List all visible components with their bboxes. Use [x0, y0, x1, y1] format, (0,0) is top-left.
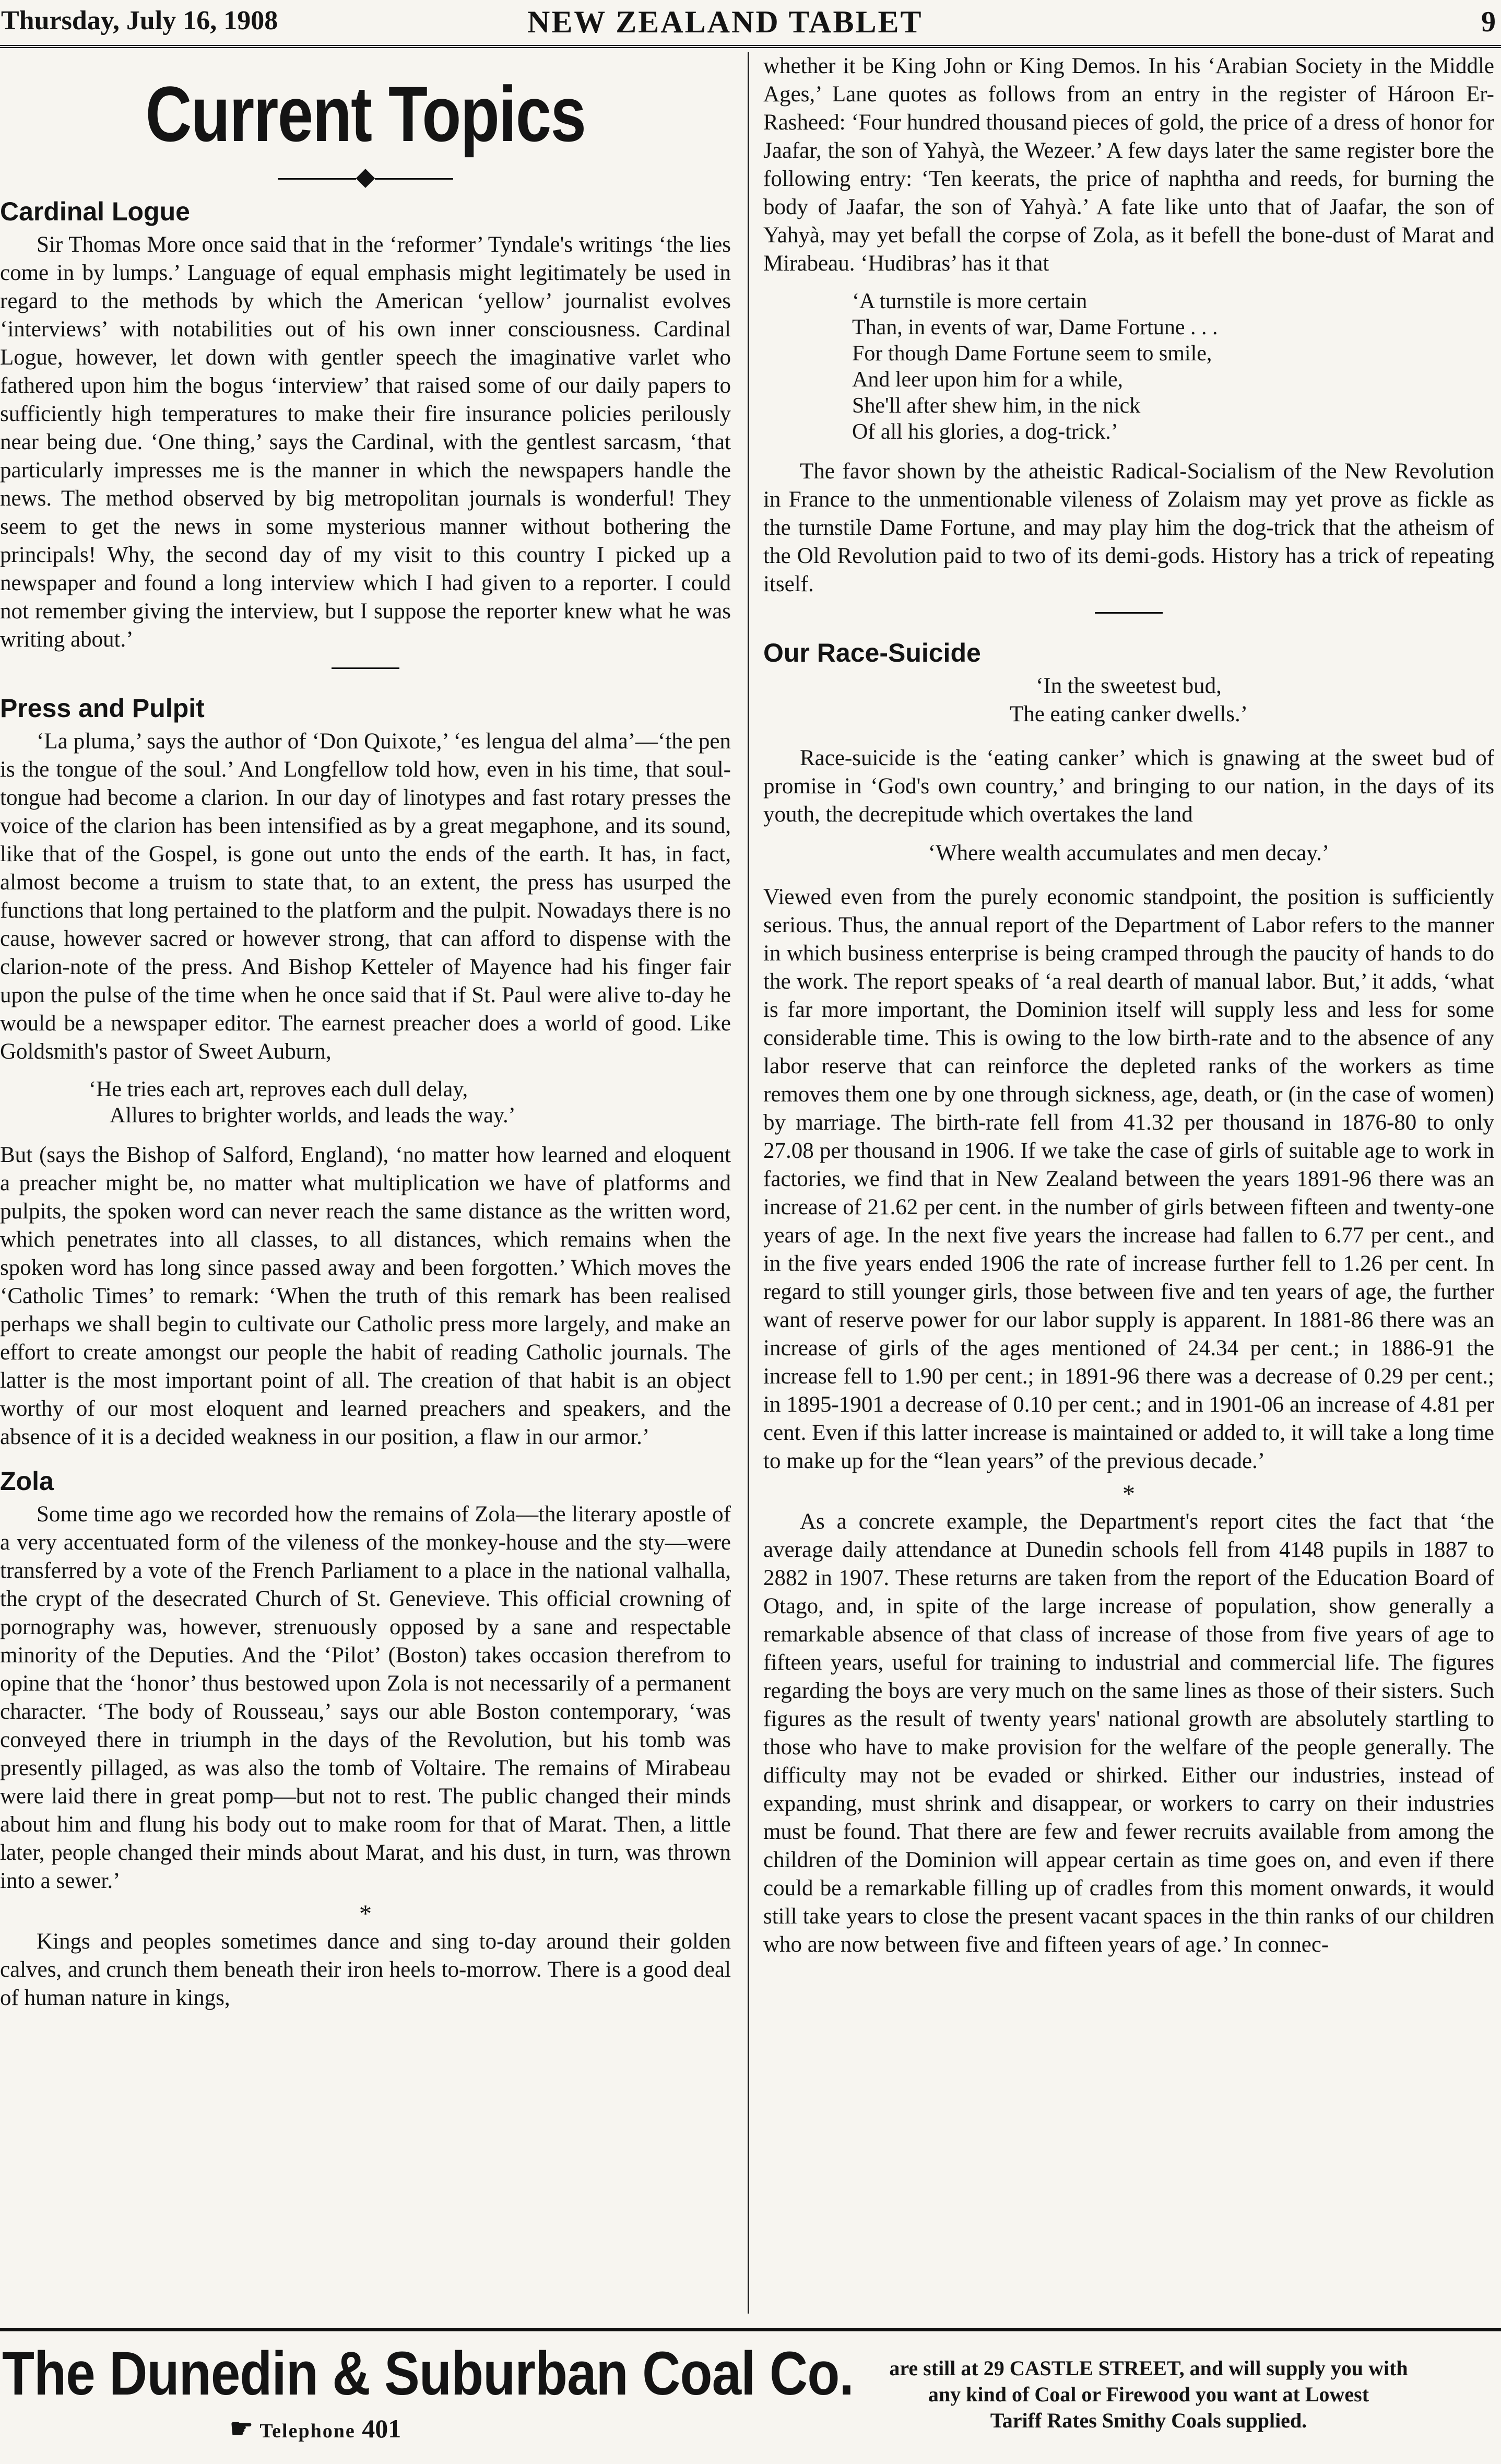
- left-column: [0, 52, 731, 2314]
- article-paragraph: As a concrete example, the Department's report cites the fact that ‘the average daily attendance at Dunedin schools fell from 4148 pupils in 1887 to 2882 in 1907. These returns are taken from the report of the Education Board of Otago, and, in spite of the large increase of population, show generally a remarkable absence of that class of increase of those from five years of age to fifteen years, useful for training to industrial and commercial life. The figures regarding the boys are very much on the same lines as those of their sisters. Such figures as the result of twenty years' national growth are absolutely startling to those who have to make provision for the welfare of the people generally. The difficulty may not be evaded or shirked. Either our industries, instead of expanding, must shrink and disappear, or workers to carry on their industries must be found. That there are few and fewer recruits available from among the children of the Dominion will appear certain as time goes on, and even if there could be a remarkable filling up of cradles from this moment onwards, it would still take years to close the present vacant spaces in the thin ranks of our children who are now between five and fifteen years of age.’ In connec-: [763, 1509, 1494, 1957]
- article-paragraph: Some time ago we recorded how the remains of Zola—the literary apostle of a very accentuated form of the vileness of the monkey-house and the sty—were transferred by a vote of the French Parliament to a place in the national valhalla, the crypt of the desecrated Church of St. Genevieve. This official crowning of pornography was, however, strenuously opposed by a sane and respectable minority of the Deputies. And the ‘Pilot’ (Boston) takes occasion therefrom to opine that the ‘honor’ thus bestowed upon Zola is not necessarily of a permanent character. ‘The body of Rousseau,’ says our able Boston contemporary, ‘was conveyed there in triumph in the days of the Revolution, but his tomb was presently pillaged, as was also the tomb of Voltaire. The remains of Mirabeau were laid there in great pomp—but not to rest. The public changed their minds about him and flung his body out to make room for that of Marat. Then, a little later, people changed their minds about Marat, and his dust, in turn, was thrown into a sewer.’: [0, 1502, 731, 1893]
- advert-line: Tariff Rates Smithy Coals supplied.: [990, 2409, 1307, 2432]
- section-separator: [1095, 612, 1163, 614]
- star-separator: *: [359, 1900, 372, 1928]
- article-paragraph: whether it be King John or King Demos. In his ‘Arabian Society in the Middle Ages,’ Lane quotes as follows from an entry in the register of Hároon Er-Rasheed: ‘Four hundred thousand pieces of gold, the price of a dress of honor for Jaafar, the son of Yahyà, the Wezeer.’ A few days later the same register bore the following entry: ‘Ten keerats, the price of naphtha and reeds, for burning the body of Jaafar, the son of Yahyà.’ A fate like unto that of Jaafar, the son of Yahyà, may yet befall the corpse of Zola, as it befell the bone-dust of Marat and Mirabeau. ‘Hudibras’ has it that: [763, 54, 1494, 276]
- masthead-rule: [0, 45, 1501, 48]
- article-paragraph: ‘La pluma,’ says the author of ‘Don Quixote,’ ‘es lengua del alma’—‘the pen is the tongue of the soul.’ And Longfellow told how, even in his time, that soul-tongue had become a clarion. In our day of linotypes and fast rotary presses the voice of the clarion has been intensified as by a great megaphone, and its sound, like that of the Gospel, is gone out unto the ends of the earth. It has, in fact, almost become a truism to state that, to an extent, the press has usurped the functions that long pertained to the platform and the pulpit. Nowadays there is no cause, however sacred or however strong, that can afford to dispense with the clarion-note of the press. And Bishop Ketteler of Mayence had his finger fair upon the pulse of the time when he once said that if St. Paul were alive to-day he would be a newspaper editor. The earnest preacher does a world of good. Like Goldsmith's pastor of Sweet Auburn,: [0, 729, 731, 1064]
- advert-text: [804, 2355, 1493, 2434]
- article-heading: Cardinal Logue: [0, 197, 190, 226]
- epigraph: [763, 672, 1494, 729]
- masthead: [0, 4, 1501, 41]
- page-title: Current Topics: [145, 70, 586, 158]
- verse-line: ‘He tries each art, reproves each dull delay,: [89, 1077, 468, 1101]
- newspaper-title: NEW ZEALAND TABLET: [527, 5, 923, 39]
- article-paragraph: Viewed even from the purely economic standpoint, the position is sufficiently serious. Thus, the annual report of the Department of Labor refers to the manner in which business enterprise is being cramped through the paucity of hands to do the work. The report speaks of ‘a real dearth of manual labor. But,’ it adds, ‘what is far more important, the Dominion itself will supply less and less for some considerable time. This is owing to the low birth-rate and to the absence of any labor reserve that can reinforce the depleted ranks of the workers as time removes them one by one through sickness, age, death, or (in the case of women) by marriage. The birth-rate fell from 41.32 per thousand in 1876-80 to only 27.08 per thousand in 1906. If we take the case of girls of suitable age to work in factories, we find that in New Zealand between the years 1891-96 there was an increase of 21.62 per cent. in the number of girls between fifteen and twenty-one years of age. In the next five years the increase had fallen to 6.77 per cent., and in the five years ended 1906 the rate of increase further fell to 1.26 per cent. In regard to still younger girls, those between five and ten years of age, the further want of reserve power for our labor supply is apparent. In 1881-86 there was an increase of girls of the ages mentioned of 24.34 per cent.; in 1886-91 the increase fell to 1.90 per cent.; in 1891-96 there was a decrease of 0.29 per cent.; in 1895-1901 a decrease of 0.10 per cent.; and in 1901-06 an increase of 4.81 per cent. Even if this latter increase is maintained or added to, it will take a long time to make up for the “lean years” of the previous decade.’: [763, 885, 1494, 1473]
- telephone-number: 401: [362, 2414, 401, 2443]
- section-separator: [332, 667, 399, 669]
- verse-line: Of all his glories, a dog-trick.’: [852, 420, 1118, 444]
- advert-rule: [0, 2328, 1501, 2331]
- article-zola: [0, 1465, 731, 2012]
- column-divider: [748, 52, 749, 2314]
- article-paragraph: But (says the Bishop of Salford, England), ‘no matter how learned and eloquent a preacher might be, no matter what multiplication we have of platforms and pulpits, the spoken word can never reach the same distance as the written word, which penetrates into all classes, to all distances, which remains when the spoken word has long since passed away and been forgotten.’ Which moves the ‘Catholic Times’ to remark: ‘When the truth of this remark has been realised perhaps we shall begin to cultivate our Catholic press more largely, and make an effort to create amongst our people the habit of reading Catholic journals. The latter is the most important point of all. The creation of that habit is an object worthy of our most eloquent and learned preachers and speakers, and the absence of it is a decided weakness in our position, a flaw in our armor.’: [0, 1143, 731, 1449]
- verse-line: Allures to brighter worlds, and leads the way.’: [110, 1104, 516, 1128]
- advert-line: any kind of Coal or Firewood you want at Lowest: [928, 2383, 1369, 2406]
- title-ornament: ◆: [0, 164, 731, 190]
- verse-quote: [763, 288, 1494, 445]
- right-column: [763, 52, 1494, 2314]
- verse-line: Than, in events of war, Dame Fortune . . .: [852, 315, 1218, 339]
- advert-line: are still at 29 CASTLE STREET, and will supply you with: [889, 2356, 1408, 2380]
- telephone-label: Telephone: [259, 2420, 356, 2442]
- star-separator: *: [1122, 1480, 1135, 1508]
- verse-quote: [0, 1076, 731, 1129]
- verse-line: For though Dame Fortune seem to smile,: [852, 342, 1212, 366]
- quoted-line: ‘Where wealth accumulates and men decay.’: [928, 841, 1330, 865]
- article-paragraph: Race-suicide is the ‘eating canker’ which is gnawing at the sweet bud of promise in ‘God's own country,’ and bringing to our nation, in the days of its youth, the decrepitude which overtakes the land: [763, 746, 1494, 827]
- article-heading: Zola: [0, 1466, 54, 1496]
- article-paragraph: Kings and peoples sometimes dance and sing to-day around their golden calves, and crunch them beneath their iron heels to-morrow. There is a good deal of human nature in kings,: [0, 1929, 731, 2010]
- article-race-suicide: [763, 637, 1494, 1959]
- epigraph-line: ‘In the sweetest bud,: [1036, 674, 1222, 698]
- advert-company-name: The Dunedin & Suburban Coal Co.: [2, 2339, 854, 2408]
- issue-date: Thursday, July 16, 1908: [1, 6, 278, 36]
- epigraph-line: The eating canker dwells.’: [1009, 702, 1248, 726]
- article-heading: Our Race-Suicide: [763, 638, 981, 667]
- coal-company-advert: [0, 2334, 1501, 2464]
- verse-line: ‘A turnstile is more certain: [852, 289, 1088, 313]
- article-cardinal-logue: [0, 195, 731, 654]
- advert-telephone: [230, 2413, 401, 2447]
- verse-line: And leer upon him for a while,: [852, 368, 1124, 392]
- hand-pointer-icon: ☛: [230, 2414, 253, 2443]
- article-zola-continued: [763, 52, 1494, 599]
- page-number: 9: [1481, 6, 1496, 38]
- article-heading: Press and Pulpit: [0, 694, 205, 723]
- article-paragraph: Sir Thomas More once said that in the ‘reformer’ Tyndale's writings ‘the lies come in by lumps.’ Language of equal emphasis might legitimately be used in regard to the methods by which the American ‘yellow’ journalist evolves ‘interviews’ with notabilities out of his own inner consciousness. Cardinal Logue, however, let down with gentler speech the imaginative varlet who fathered upon him the bogus ‘interview’ that raised some of our daily papers to sufficiently high temperatures to make their fire insurance policies perilously near being due. ‘One thing,’ says the Cardinal, with the gentlest sarcasm, ‘that particularly impresses me is the manner in which the newspapers handle the news. The method observed by big metropolitan journals is wonderful! They seem to get the news in some mysterious manner without bothering the principals! Why, the second day of my visit to this country I picked up a newspaper and found a long interview which I had given to a reporter. I could not remember giving the interview, but I suppose the reporter knew what he was writing about.’: [0, 232, 731, 652]
- article-press-and-pulpit: [0, 692, 731, 1451]
- article-paragraph: The favor shown by the atheistic Radical-Socialism of the New Revolution in France to the unmentionable vileness of Zolaism may yet prove as fickle as the turnstile Dame Fortune, and may play him the dog-trick that the atheism of the Old Revolution paid to two of its demi-gods. History has a trick of repeating itself.: [763, 459, 1494, 596]
- verse-line: She'll after shew him, in the nick: [852, 394, 1141, 418]
